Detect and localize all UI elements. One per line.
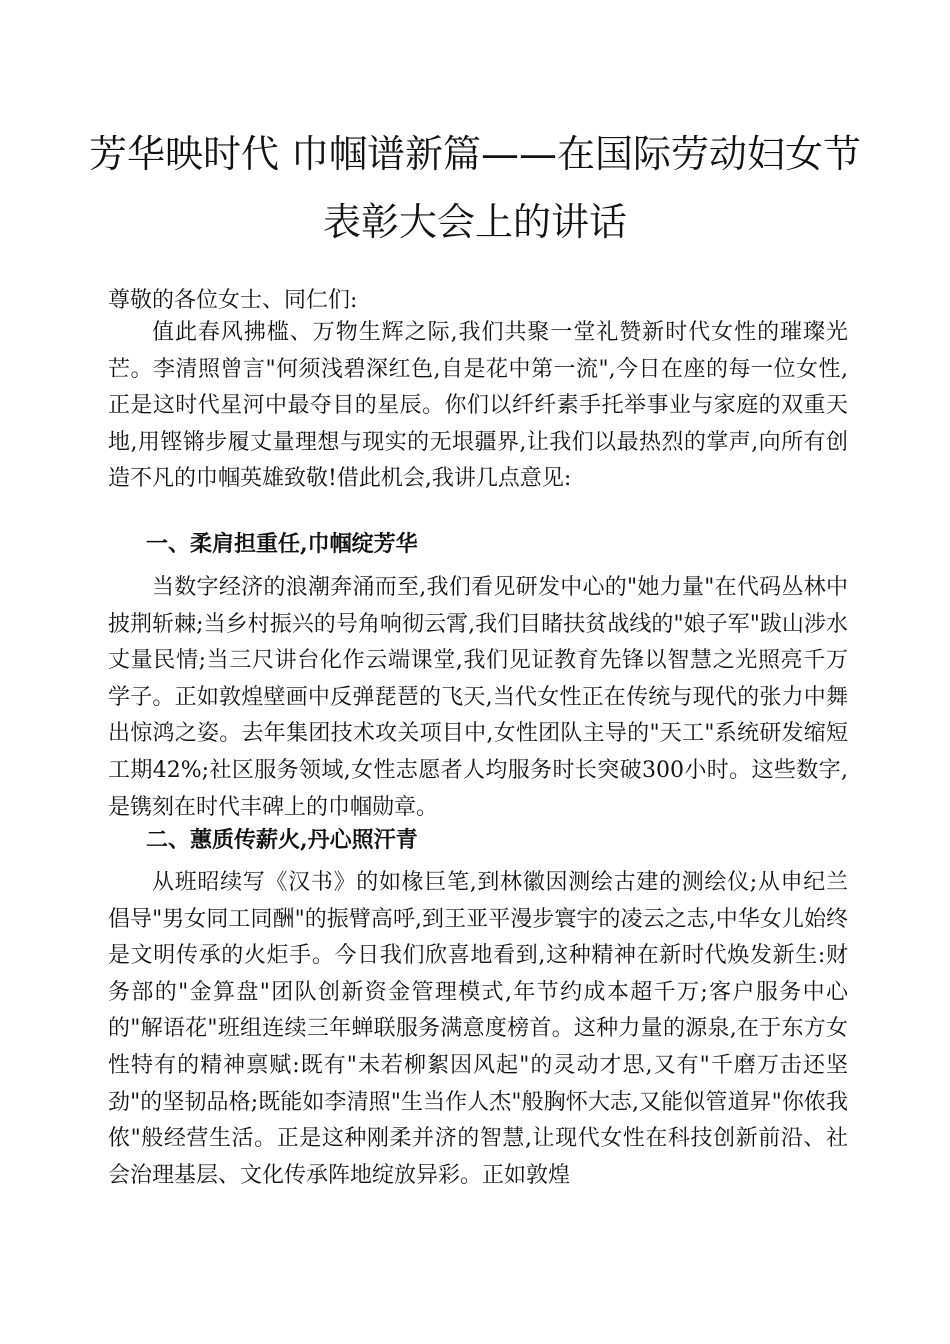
paragraph-section-2: 从班昭续写《汉书》的如椽巨笔,到林徽因测绘古建的测绘仪;从申纪兰倡导"男女同工同酬"的振臂高呼,到王亚平漫步寰宇的凌云之志,中华女儿始终是文明传承的火炬手。今日我们欣喜地看到,这种精神在新时代焕发新生:财务部的"金算盘"团队创新资金管理模式,年节约成本超千万;客户服务中心的"解语花"班组连续三年蝉联服务满意度榜首。这种力量的源泉,在于东方女性特有的精神禀赋:既有"未若柳絮因风起"的灵动才思,又有"千磨万击还坚劲"的坚韧品格;既能如李清照"生当作人杰"般胸怀大志,又能似管道昇"你侬我侬"般经营生活。正是这种刚柔并济的智慧,让现代女性在科技创新前沿、社会治理基层、文化传承阵地绽放异彩。正如敦煌 xyxy=(108,870,848,1188)
paragraph-section-1: 当数字经济的浪潮奔涌而至,我们看见研发中心的"她力量"在代码丛林中披荆斩棘;当乡村振兴的号角响彻云霄,我们目睹扶贫战线的"娘子军"跋山涉水丈量民情;当三尺讲台化作云端课堂,我们见证教育先锋以智慧之光照亮千万学子。正如敦煌壁画中反弹琵琶的飞天,当代女性正在传统与现代的张力中舞出惊鸿之姿。去年集团技术攻关项目中,女性团队主导的"天工"系统研发缩短工期42%;社区服务领域,女性志愿者人均服务时长突破300小时。这些数字,是镌刻在时代丰碑上的巾帼勋章。 xyxy=(108,575,848,820)
document-title-line-1: 芳华映时代 巾帼谱新篇——在国际劳动妇女节 xyxy=(88,132,862,176)
document-title-line-2: 表彰大会上的讲话 xyxy=(322,200,627,244)
section-heading-2: 二、蕙质传薪火,丹心照汗青 xyxy=(146,827,418,853)
section-heading-1: 一、柔肩担重任,巾帼绽芳华 xyxy=(146,531,418,557)
salutation: 尊敬的各位女士、同仁们: xyxy=(108,288,358,313)
paragraph-opening: 值此春风拂槛、万物生辉之际,我们共聚一堂礼赞新时代女性的璀璨光芒。李清照曾言"何须浅碧深红色,自是花中第一流",今日在座的每一位女性,正是这时代星河中最夺目的星辰。你们以纤纤素手托举事业与家庭的双重天地,用铿锵步履丈量理想与现实的无垠疆界,让我们以最热烈的掌声,向所有创造不凡的巾帼英雄致敬!借此机会,我讲几点意见: xyxy=(108,320,848,492)
